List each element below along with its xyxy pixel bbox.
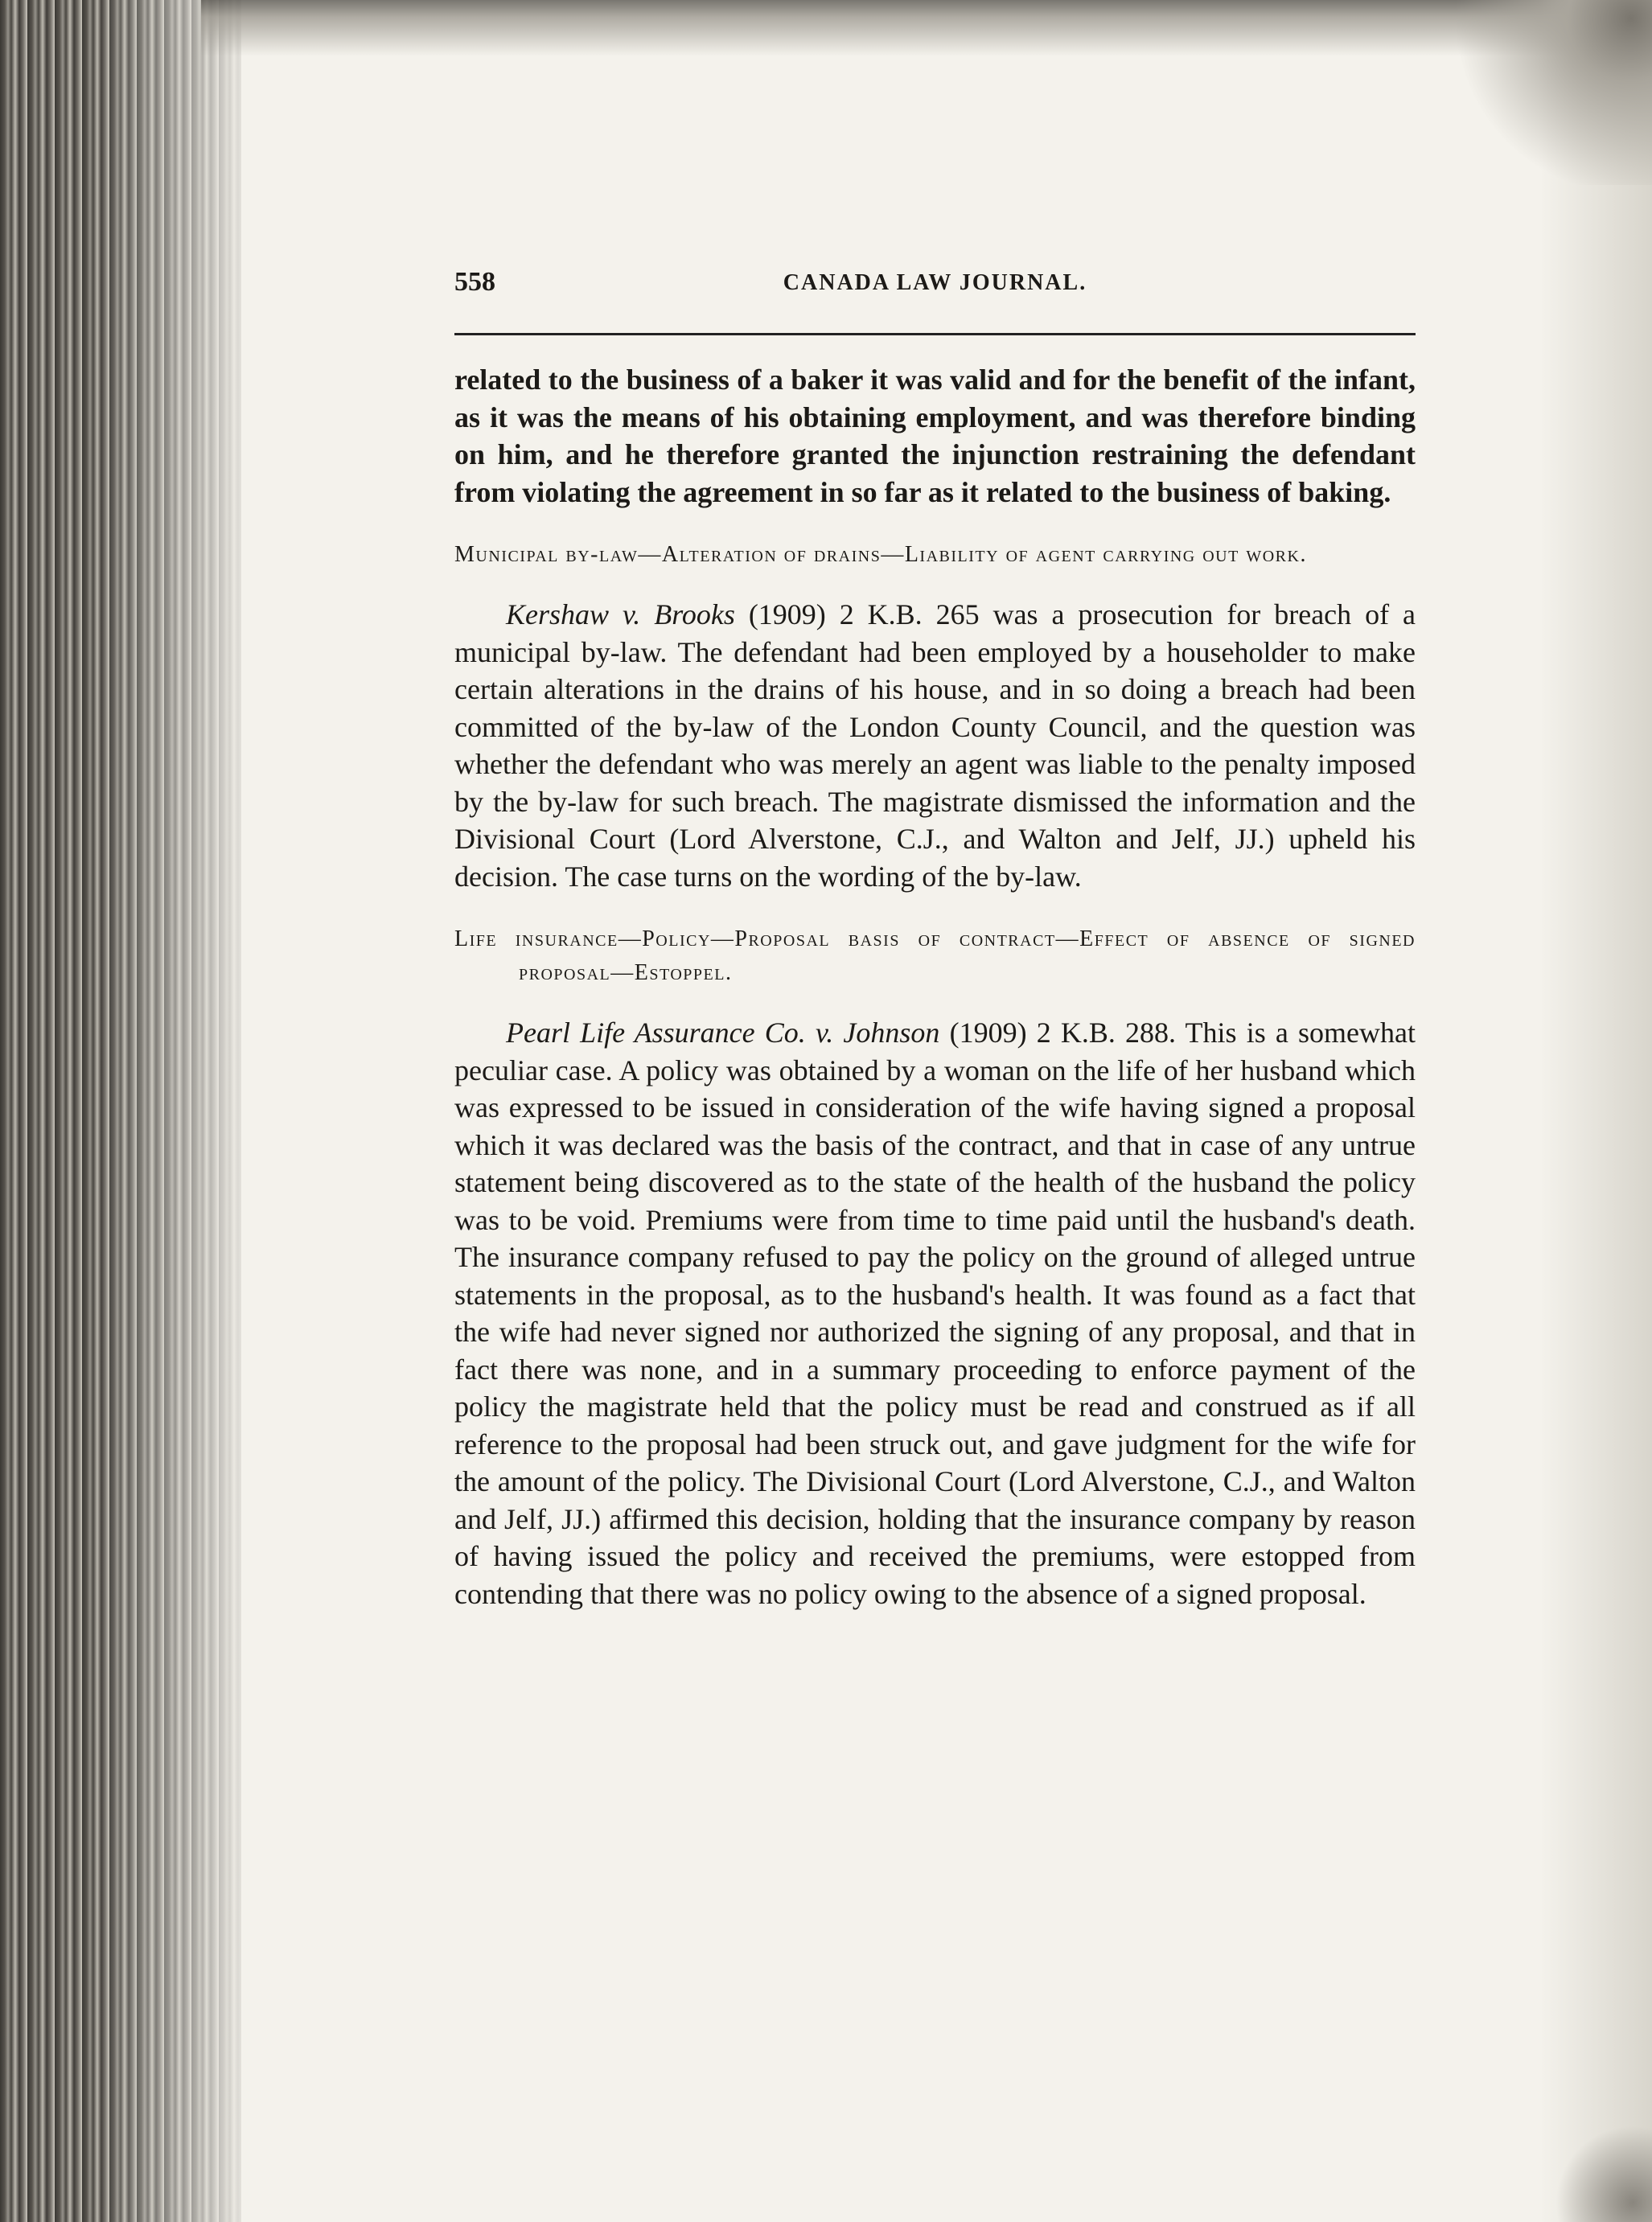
scan-corner-smudge <box>1443 0 1652 185</box>
case-name-pearl-life: Pearl Life Assurance Co. v. Johnson <box>506 1017 940 1049</box>
case-body-pearl-life: (1909) 2 K.B. 288. This is a somewhat peculiar case. A policy was obtained by a woman on the life of her husband which was expressed to be issued in consideration of the wife having signed a proposal which it was declared was the basis of the contract, and that in case of any untrue statement being discovered as to the state of the health of the husband the policy was to be void. Premiums were from time to time paid until the husband's death. The insurance company refused to pay the policy on the ground of alleged untrue statements in the proposal, as to the husband's health. It was found as a fact that the wife had never signed nor authorized the signing of any proposal, and that in fact there was none, and in a summary proceeding to enforce payment of the policy the magistrate held that the policy must be read and construed as if all reference to the proposal had been struck out, and gave judgment for the wife for the amount of the policy. The Divisional Court (Lord Alverstone, C.J., and Walton and Jelf, JJ.) affirmed this decision, holding that the insurance company by reason of having issued the policy and received the premiums, were estopped from contending that there was no policy owing to the absence of a signed proposal. <box>454 1017 1416 1610</box>
scan-gutter-fade <box>97 0 257 2222</box>
case-paragraph-pearl-life <box>454 1014 1416 1612</box>
section-headnote-life-insurance: Life insurance—Policy—Proposal basis of contract—Effect of absence of signed proposal—Estoppel. <box>454 926 1416 985</box>
continued-paragraph: related to the business of a baker it was valid and for the benefit of the infant, as it was the means of his obtaining employment, and was therefore binding on him, and he therefore granted the injunction restraining the defendant from violating the agreement in so far as it related to the business of baking. <box>454 363 1416 508</box>
scan-right-edge <box>1539 0 1652 2222</box>
journal-page <box>454 267 1416 1612</box>
scan-top-edge <box>201 0 1652 56</box>
case-name-kershaw: Kershaw v. Brooks <box>506 598 735 630</box>
case-paragraph-kershaw <box>454 596 1416 895</box>
case-body-kershaw: (1909) 2 K.B. 265 was a prosecution for breach of a municipal by-law. The defendant had been employed by a householder to make certain alterations in the drains of his house, and in so doing a breach had been committed of the by-law of the London County Council, and the question was whether the defendant who was merely an agent was liable to the penalty imposed by the by-law for such breach. The magistrate dismissed the information and the Divisional Court (Lord Alverstone, C.J., and Walton and Jelf, JJ.) upheld his decision. The case turns on the wording of the by-law. <box>454 598 1416 893</box>
running-head <box>454 267 1416 309</box>
page-number: 558 <box>454 267 495 297</box>
section-headnote-municipal-by-law: Municipal by-law—Alteration of drains—Liability of agent carrying out work. <box>454 542 1307 567</box>
header-rule <box>454 333 1416 335</box>
journal-title: CANADA LAW JOURNAL. <box>783 270 1087 295</box>
scan-bottom-smudge <box>1555 2125 1652 2222</box>
